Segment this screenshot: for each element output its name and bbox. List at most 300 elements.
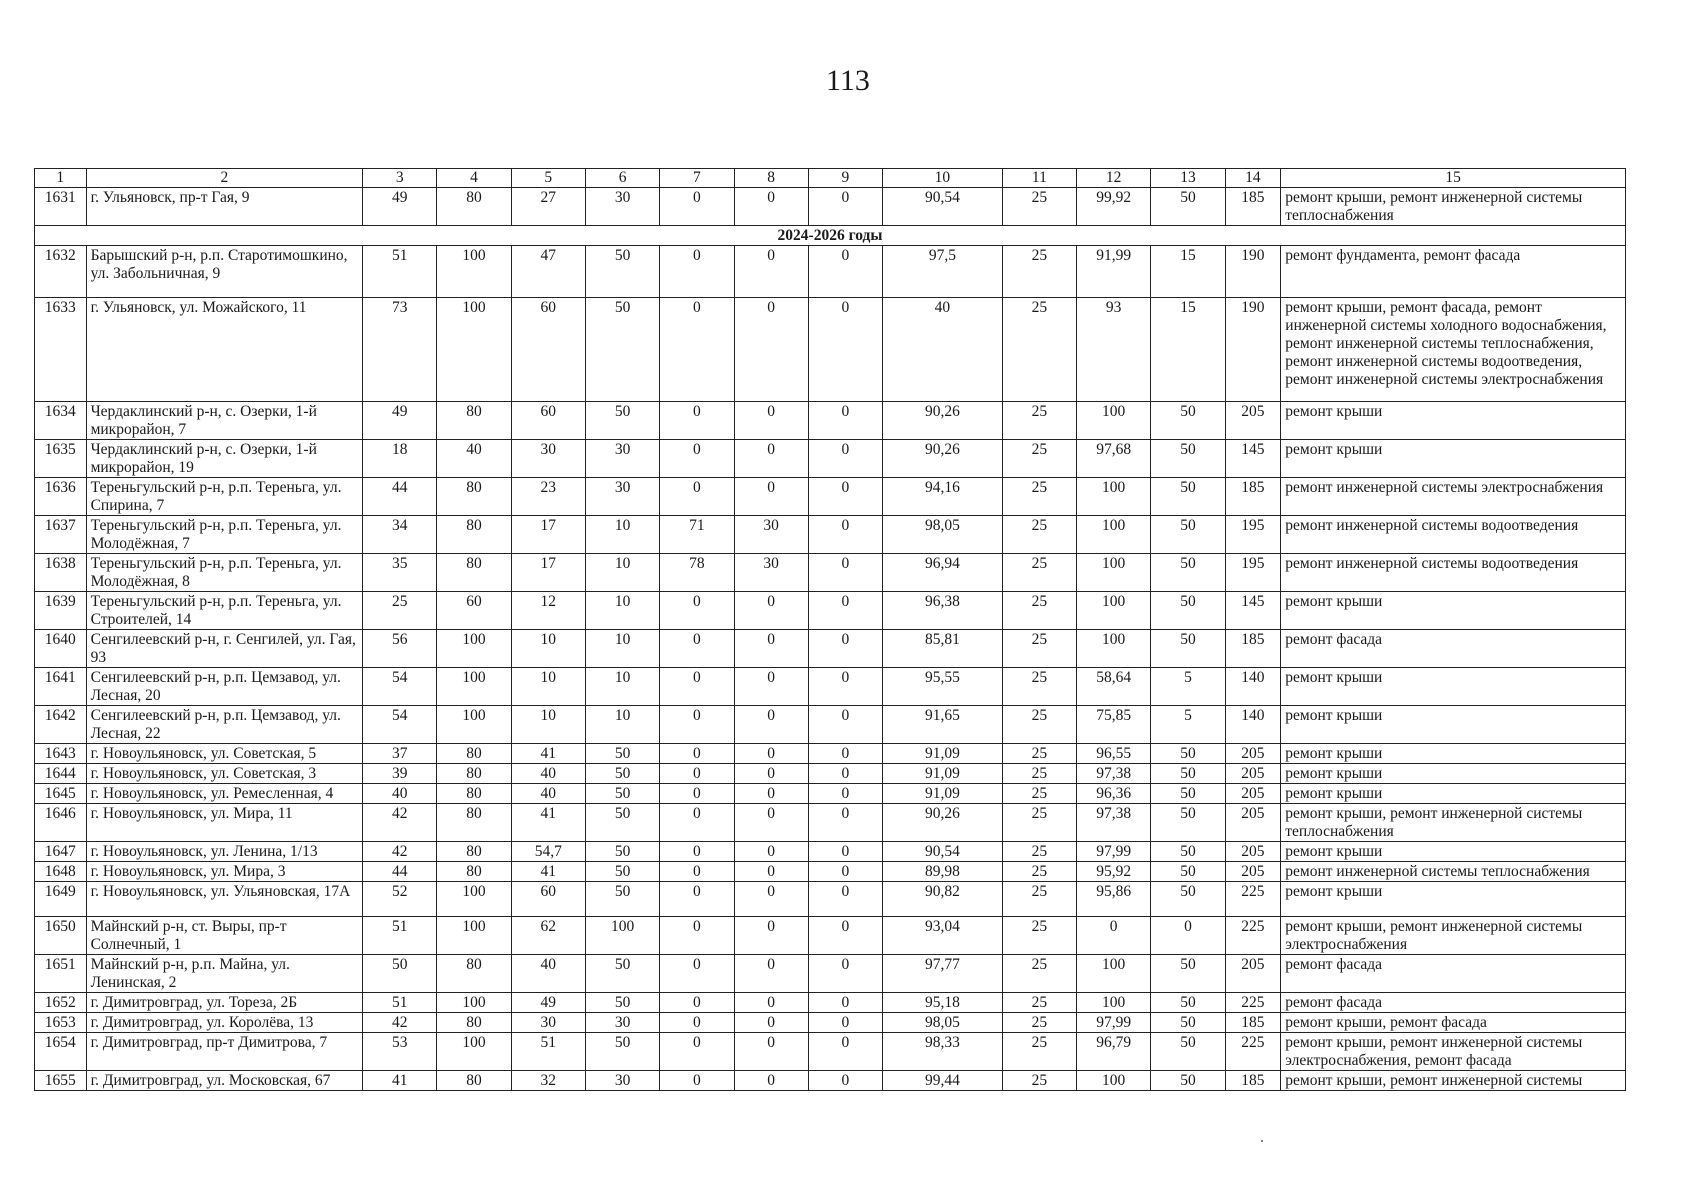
row-number: 1637 [35,516,87,554]
value-cell: 96,79 [1077,1033,1151,1071]
work-type-cell: ремонт крыши [1281,842,1626,862]
value-cell: 42 [363,1013,437,1033]
value-cell: 100 [1077,516,1151,554]
value-cell: 80 [437,188,511,226]
value-cell: 80 [437,955,511,993]
value-cell: 41 [511,804,585,842]
work-type-cell: ремонт крыши [1281,440,1626,478]
value-cell: 78 [660,554,734,592]
value-cell: 50 [1151,993,1225,1013]
value-cell: 25 [1002,804,1076,842]
value-cell: 0 [660,744,734,764]
column-header: 9 [808,169,882,188]
value-cell: 12 [511,592,585,630]
column-header: 6 [585,169,659,188]
value-cell: 41 [511,862,585,882]
value-cell: 25 [1002,592,1076,630]
value-cell: 85,81 [883,630,1003,668]
value-cell: 39 [363,764,437,784]
table-row [35,917,1626,955]
value-cell: 0 [660,842,734,862]
value-cell: 0 [734,955,808,993]
address-cell: Тереньгульский р-н, р.п. Тереньга, ул. Молодёжная, 8 [86,554,363,592]
address-cell: Сенгилеевский р-н, г. Сенгилей, ул. Гая, 93 [86,630,363,668]
value-cell: 71 [660,516,734,554]
table-row [35,402,1626,440]
value-cell: 35 [363,554,437,592]
value-cell: 17 [511,516,585,554]
address-cell: г. Новоульяновск, ул. Мира, 3 [86,862,363,882]
work-type-cell: ремонт крыши [1281,668,1626,706]
address-cell: г. Новоульяновск, ул. Советская, 3 [86,764,363,784]
value-cell: 15 [1151,246,1225,298]
row-number: 1645 [35,784,87,804]
value-cell: 37 [363,744,437,764]
value-cell: 190 [1225,246,1281,298]
value-cell: 5 [1151,706,1225,744]
value-cell: 0 [734,592,808,630]
row-number: 1653 [35,1013,87,1033]
row-number: 1632 [35,246,87,298]
value-cell: 0 [660,188,734,226]
value-cell: 80 [437,804,511,842]
value-cell: 60 [437,592,511,630]
value-cell: 34 [363,516,437,554]
table-row [35,1071,1626,1091]
value-cell: 10 [511,668,585,706]
row-number: 1631 [35,188,87,226]
value-cell: 51 [363,917,437,955]
value-cell: 0 [660,592,734,630]
value-cell: 50 [1151,554,1225,592]
value-cell: 100 [1077,592,1151,630]
value-cell: 30 [585,478,659,516]
value-cell: 25 [1002,554,1076,592]
page-number: 113 [826,64,870,97]
value-cell: 205 [1225,402,1281,440]
value-cell: 140 [1225,706,1281,744]
address-cell: Тереньгульский р-н, р.п. Тереньга, ул. Строителей, 14 [86,592,363,630]
address-cell: Тереньгульский р-н, р.п. Тереньга, ул. Молодёжная, 7 [86,516,363,554]
value-cell: 99,44 [883,1071,1003,1091]
section-row [35,226,1626,246]
row-number: 1655 [35,1071,87,1091]
row-number: 1648 [35,862,87,882]
value-cell: 25 [363,592,437,630]
column-header: 5 [511,169,585,188]
column-header: 7 [660,169,734,188]
column-header: 3 [363,169,437,188]
value-cell: 0 [660,668,734,706]
row-number: 1639 [35,592,87,630]
value-cell: 25 [1002,784,1076,804]
value-cell: 50 [1151,882,1225,917]
value-cell: 25 [1002,516,1076,554]
value-cell: 0 [808,188,882,226]
value-cell: 100 [437,246,511,298]
table-row [35,804,1626,842]
value-cell: 96,38 [883,592,1003,630]
value-cell: 49 [511,993,585,1013]
value-cell: 10 [585,630,659,668]
value-cell: 0 [734,440,808,478]
value-cell: 30 [511,440,585,478]
value-cell: 0 [808,993,882,1013]
value-cell: 25 [1002,440,1076,478]
value-cell: 185 [1225,1013,1281,1033]
value-cell: 185 [1225,1071,1281,1091]
value-cell: 50 [363,955,437,993]
value-cell: 50 [585,1033,659,1071]
address-cell: Майнский р-н, ст. Выры, пр-т Солнечный, 1 [86,917,363,955]
column-header: 11 [1002,169,1076,188]
value-cell: 50 [1151,188,1225,226]
value-cell: 0 [734,668,808,706]
address-cell: г. Новоульяновск, ул. Ленина, 1/13 [86,842,363,862]
value-cell: 100 [1077,630,1151,668]
value-cell: 50 [1151,516,1225,554]
value-cell: 91,09 [883,784,1003,804]
work-type-cell: ремонт крыши, ремонт инженерной системы [1281,1071,1626,1091]
value-cell: 25 [1002,1071,1076,1091]
value-cell: 50 [585,882,659,917]
value-cell: 0 [808,668,882,706]
value-cell: 90,26 [883,402,1003,440]
value-cell: 0 [734,188,808,226]
value-cell: 0 [734,706,808,744]
work-type-cell: ремонт фасада [1281,955,1626,993]
value-cell: 0 [808,516,882,554]
value-cell: 140 [1225,668,1281,706]
work-type-cell: ремонт крыши [1281,706,1626,744]
value-cell: 25 [1002,668,1076,706]
table-row [35,955,1626,993]
value-cell: 10 [585,554,659,592]
row-number: 1643 [35,744,87,764]
address-cell: Барышский р-н, р.п. Старотимошкино, ул. Забольничная, 9 [86,246,363,298]
value-cell: 205 [1225,955,1281,993]
value-cell: 50 [585,804,659,842]
value-cell: 50 [1151,440,1225,478]
table-row [35,744,1626,764]
value-cell: 80 [437,402,511,440]
value-cell: 25 [1002,744,1076,764]
value-cell: 30 [585,188,659,226]
address-cell: Сенгилеевский р-н, р.п. Цемзавод, ул. Лесная, 20 [86,668,363,706]
work-type-cell: ремонт крыши, ремонт фасада, ремонт инженерной системы холодного водоснабжения, ремонт инженерной системы теплоснабжения, ремонт инженерной системы водоотведения, ремонт инженерной системы электроснабжения [1281,298,1626,402]
value-cell: 25 [1002,862,1076,882]
value-cell: 80 [437,1071,511,1091]
row-number: 1651 [35,955,87,993]
value-cell: 0 [660,784,734,804]
value-cell: 100 [1077,993,1151,1013]
value-cell: 50 [1151,744,1225,764]
table-row [35,862,1626,882]
value-cell: 0 [660,402,734,440]
value-cell: 58,64 [1077,668,1151,706]
value-cell: 10 [585,668,659,706]
value-cell: 25 [1002,298,1076,402]
value-cell: 100 [437,668,511,706]
work-type-cell: ремонт крыши [1281,784,1626,804]
value-cell: 0 [808,804,882,842]
work-type-cell: ремонт крыши [1281,744,1626,764]
value-cell: 40 [511,764,585,784]
value-cell: 97,5 [883,246,1003,298]
value-cell: 50 [1151,842,1225,862]
value-cell: 0 [1151,917,1225,955]
value-cell: 95,86 [1077,882,1151,917]
value-cell: 50 [585,246,659,298]
value-cell: 0 [734,882,808,917]
value-cell: 0 [660,1033,734,1071]
table-row [35,516,1626,554]
value-cell: 40 [437,440,511,478]
value-cell: 195 [1225,554,1281,592]
table-row [35,764,1626,784]
value-cell: 0 [660,917,734,955]
value-cell: 0 [734,246,808,298]
scan-speck [1261,1140,1263,1142]
work-type-cell: ремонт крыши [1281,764,1626,784]
value-cell: 0 [808,554,882,592]
value-cell: 225 [1225,1033,1281,1071]
value-cell: 97,99 [1077,1013,1151,1033]
value-cell: 89,98 [883,862,1003,882]
value-cell: 90,26 [883,440,1003,478]
row-number: 1642 [35,706,87,744]
value-cell: 0 [660,955,734,993]
value-cell: 0 [808,1013,882,1033]
value-cell: 44 [363,862,437,882]
value-cell: 0 [734,764,808,784]
value-cell: 50 [1151,955,1225,993]
value-cell: 0 [660,630,734,668]
column-header: 12 [1077,169,1151,188]
value-cell: 0 [808,917,882,955]
value-cell: 0 [808,842,882,862]
value-cell: 49 [363,188,437,226]
value-cell: 25 [1002,1013,1076,1033]
value-cell: 80 [437,478,511,516]
address-cell: Чердаклинский р-н, с. Озерки, 1-й микрорайон, 7 [86,402,363,440]
value-cell: 91,09 [883,744,1003,764]
value-cell: 0 [808,1033,882,1071]
value-cell: 0 [734,1013,808,1033]
address-cell: г. Димитровград, ул. Королёва, 13 [86,1013,363,1033]
value-cell: 25 [1002,478,1076,516]
value-cell: 30 [585,1013,659,1033]
value-cell: 50 [1151,804,1225,842]
table-row [35,1033,1626,1071]
column-header: 8 [734,169,808,188]
table-row [35,784,1626,804]
value-cell: 100 [437,882,511,917]
value-cell: 91,99 [1077,246,1151,298]
value-cell: 98,05 [883,516,1003,554]
value-cell: 97,68 [1077,440,1151,478]
value-cell: 30 [734,516,808,554]
row-number: 1644 [35,764,87,784]
value-cell: 56 [363,630,437,668]
value-cell: 100 [437,917,511,955]
value-cell: 40 [511,955,585,993]
value-cell: 80 [437,862,511,882]
value-cell: 0 [1077,917,1151,955]
table-row [35,440,1626,478]
value-cell: 50 [1151,402,1225,440]
value-cell: 0 [808,402,882,440]
value-cell: 10 [511,706,585,744]
table-row [35,630,1626,668]
value-cell: 50 [1151,764,1225,784]
value-cell: 54 [363,668,437,706]
value-cell: 0 [808,744,882,764]
value-cell: 0 [808,862,882,882]
value-cell: 0 [808,630,882,668]
value-cell: 0 [734,804,808,842]
value-cell: 25 [1002,246,1076,298]
address-cell: г. Новоульяновск, ул. Советская, 5 [86,744,363,764]
value-cell: 205 [1225,862,1281,882]
work-type-cell: ремонт фасада [1281,993,1626,1013]
column-header: 10 [883,169,1003,188]
value-cell: 205 [1225,764,1281,784]
value-cell: 100 [1077,1071,1151,1091]
value-cell: 60 [511,298,585,402]
value-cell: 50 [585,744,659,764]
value-cell: 97,38 [1077,804,1151,842]
address-cell: Чердаклинский р-н, с. Озерки, 1-й микрорайон, 19 [86,440,363,478]
section-label: 2024-2026 годы [35,226,1626,246]
value-cell: 0 [660,706,734,744]
value-cell: 25 [1002,706,1076,744]
row-number: 1646 [35,804,87,842]
address-cell: г. Новоульяновск, ул. Ульяновская, 17А [86,882,363,917]
column-header: 1 [35,169,87,188]
value-cell: 10 [585,706,659,744]
value-cell: 50 [585,842,659,862]
value-cell: 145 [1225,592,1281,630]
column-header: 2 [86,169,363,188]
value-cell: 100 [1077,554,1151,592]
value-cell: 97,38 [1077,764,1151,784]
value-cell: 50 [1151,1013,1225,1033]
value-cell: 0 [734,1071,808,1091]
table-row [35,842,1626,862]
value-cell: 0 [808,955,882,993]
value-cell: 100 [437,706,511,744]
table-row [35,882,1626,917]
value-cell: 90,82 [883,882,1003,917]
value-cell: 30 [511,1013,585,1033]
value-cell: 90,54 [883,188,1003,226]
value-cell: 205 [1225,744,1281,764]
row-number: 1635 [35,440,87,478]
value-cell: 50 [585,764,659,784]
value-cell: 205 [1225,804,1281,842]
value-cell: 96,36 [1077,784,1151,804]
table-row [35,592,1626,630]
value-cell: 40 [883,298,1003,402]
value-cell: 0 [734,630,808,668]
header-row [35,169,1626,188]
value-cell: 50 [1151,1033,1225,1071]
address-cell: г. Новоульяновск, ул. Мира, 11 [86,804,363,842]
row-number: 1652 [35,993,87,1013]
value-cell: 95,92 [1077,862,1151,882]
value-cell: 41 [511,744,585,764]
table-row [35,1013,1626,1033]
value-cell: 10 [585,516,659,554]
value-cell: 225 [1225,993,1281,1013]
work-type-cell: ремонт инженерной системы водоотведения [1281,516,1626,554]
work-type-cell: ремонт фундамента, ремонт фасада [1281,246,1626,298]
value-cell: 50 [585,862,659,882]
value-cell: 32 [511,1071,585,1091]
table-row [35,706,1626,744]
value-cell: 0 [734,1033,808,1071]
column-header: 14 [1225,169,1281,188]
row-number: 1634 [35,402,87,440]
value-cell: 0 [734,993,808,1013]
value-cell: 145 [1225,440,1281,478]
table-row [35,478,1626,516]
value-cell: 40 [511,784,585,804]
value-cell: 0 [660,993,734,1013]
value-cell: 50 [1151,1071,1225,1091]
work-type-cell: ремонт крыши, ремонт инженерной системы теплоснабжения [1281,188,1626,226]
work-type-cell: ремонт крыши, ремонт инженерной системы электроснабжения [1281,917,1626,955]
value-cell: 0 [660,1013,734,1033]
value-cell: 80 [437,784,511,804]
value-cell: 0 [808,246,882,298]
value-cell: 185 [1225,478,1281,516]
value-cell: 50 [585,955,659,993]
value-cell: 0 [660,882,734,917]
column-header: 15 [1281,169,1626,188]
value-cell: 100 [585,917,659,955]
value-cell: 25 [1002,917,1076,955]
value-cell: 50 [1151,862,1225,882]
value-cell: 49 [363,402,437,440]
value-cell: 52 [363,882,437,917]
value-cell: 98,05 [883,1013,1003,1033]
value-cell: 15 [1151,298,1225,402]
value-cell: 185 [1225,188,1281,226]
work-type-cell: ремонт крыши [1281,592,1626,630]
address-cell: г. Ульяновск, ул. Можайского, 11 [86,298,363,402]
value-cell: 62 [511,917,585,955]
value-cell: 90,26 [883,804,1003,842]
value-cell: 50 [1151,630,1225,668]
value-cell: 0 [808,764,882,784]
value-cell: 80 [437,516,511,554]
value-cell: 51 [363,993,437,1013]
value-cell: 53 [363,1033,437,1071]
work-type-cell: ремонт крыши, ремонт инженерной системы электроснабжения, ремонт фасада [1281,1033,1626,1071]
value-cell: 30 [734,554,808,592]
value-cell: 18 [363,440,437,478]
value-cell: 54 [363,706,437,744]
value-cell: 0 [734,298,808,402]
value-cell: 100 [437,630,511,668]
address-cell: г. Димитровград, пр-т Димитрова, 7 [86,1033,363,1071]
value-cell: 25 [1002,1033,1076,1071]
value-cell: 205 [1225,784,1281,804]
column-header: 4 [437,169,511,188]
value-cell: 50 [1151,592,1225,630]
